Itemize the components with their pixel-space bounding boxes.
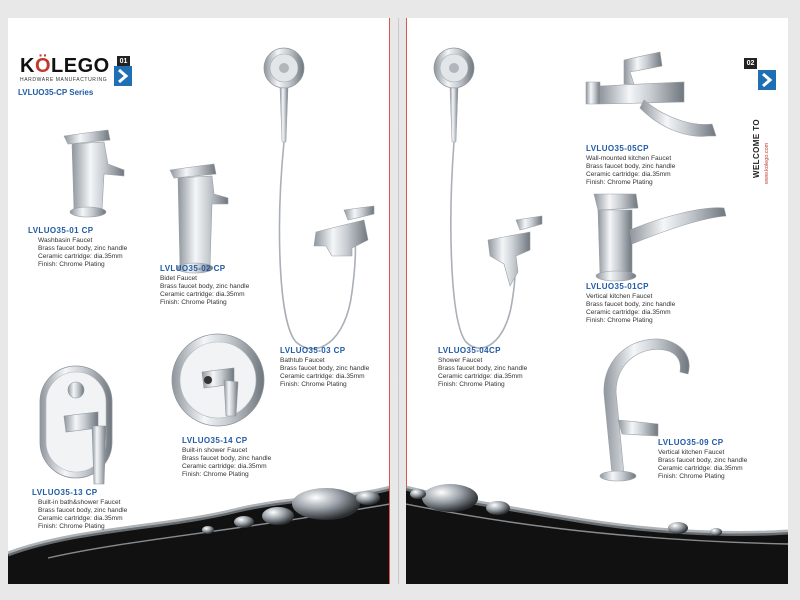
product-code: LVLUO35-03 CP [280,346,346,355]
product-cartridge: Ceramic cartridge: dia.35mm [38,515,123,522]
product-code: LVLUO35-04CP [438,346,501,355]
page-edge-line [389,18,390,584]
product-cartridge: Ceramic cartridge: dia.35mm [280,373,365,380]
product-finish: Finish: Chrome Plating [160,299,227,306]
product-cartridge: Ceramic cartridge: dia.35mm [182,463,267,470]
product-finish: Finish: Chrome Plating [280,381,347,388]
product-name: Vertical kitchen Faucet [586,293,653,300]
product-body: Brass faucet body, zinc handle [160,283,250,290]
product-cartridge: Ceramic cartridge: dia.35mm [38,253,123,260]
bathtub-faucet-image [256,42,386,362]
website-url: www.kolego.com [764,142,770,184]
washbasin-faucet-image [46,114,126,224]
product-code: LVLUO35-02 CP [160,264,226,273]
water-wave-decoration [8,458,390,584]
builtin-shower-image [168,328,268,438]
chevron-right-icon [114,66,132,86]
product-cartridge: Ceramic cartridge: dia.35mm [160,291,245,298]
product-body: Brass faucet body, zinc handle [38,245,128,252]
page-number-right: 02 [744,58,757,69]
product-code: LVLUO35-14 CP [182,436,248,445]
product-name: Built-in bath&shower Faucet [38,499,121,506]
product-body: Brass faucet body, zinc handle [38,507,128,514]
chevron-right-icon [758,70,776,90]
water-wave-decoration [406,458,788,584]
product-code: LVLUO35-05CP [586,144,649,153]
welcome-text: WELCOME TO [752,119,761,178]
product-name: Built-in shower Faucet [182,447,248,454]
product-name: Wall-mounted kitchen Faucet [586,155,672,162]
product-name: Shower Faucet [438,357,483,364]
page-number-left: 01 [117,56,130,67]
product-name: Vertical kitchen Faucet [658,449,725,456]
product-cartridge: Ceramic cartridge: dia.35mm [438,373,523,380]
product-cartridge: Ceramic cartridge: dia.35mm [658,465,743,472]
product-finish: Finish: Chrome Plating [658,473,725,480]
shower-faucet-image [426,42,546,362]
product-finish: Finish: Chrome Plating [586,317,653,324]
product-finish: Finish: Chrome Plating [586,179,653,186]
series-title: LVLUO35-CP Series [18,88,94,97]
product-code: LVLUO35-09 CP [658,438,724,447]
product-code: LVLUO35-13 CP [32,488,98,497]
brand-block [20,56,110,83]
wall-kitchen-faucet-image [580,42,730,142]
product-name: Bathtub Faucet [280,357,325,364]
product-code: LVLUO35-01 CP [28,226,94,235]
kolego-logo: KÖLEGO [20,55,110,77]
product-body: Brass faucet body, zinc handle [280,365,370,372]
product-name: Washbasin Faucet [38,237,93,244]
product-body: Brass faucet body, zinc handle [438,365,528,372]
book-gutter [398,18,400,584]
product-body: Brass faucet body, zinc handle [586,163,676,170]
vertical-kitchen-faucet-image [584,186,734,286]
product-name: Bidet Faucet [160,275,198,282]
product-body: Brass faucet body, zinc handle [182,455,272,462]
product-finish: Finish: Chrome Plating [438,381,505,388]
product-cartridge: Ceramic cartridge: dia.35mm [586,309,671,316]
product-body: Brass faucet body, zinc handle [658,457,748,464]
bidet-faucet-image [154,150,234,278]
product-finish: Finish: Chrome Plating [38,523,105,530]
brand-subtitle: HARDWARE MANUFACTURING [20,77,108,83]
left-page [8,18,390,584]
product-body: Brass faucet body, zinc handle [586,301,676,308]
product-code: LVLUO35-01CP [586,282,649,291]
product-finish: Finish: Chrome Plating [182,471,249,478]
product-finish: Finish: Chrome Plating [38,261,105,268]
right-page [406,18,788,584]
product-cartridge: Ceramic cartridge: dia.35mm [586,171,671,178]
